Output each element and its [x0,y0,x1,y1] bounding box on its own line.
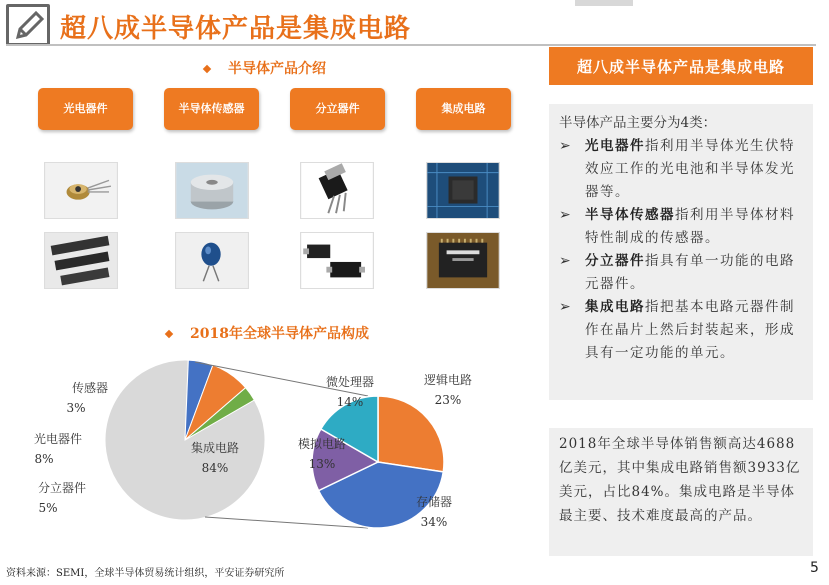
description-item: ➢ 集成电路指把基本电路元器件制作在晶片上然后封装起来，形成具有一定功能的单元。 [559,296,805,365]
laser-diode-photo [44,162,118,219]
arrow-bullet-icon: ➢ [559,299,573,315]
description-item: ➢ 分立器件指具有单一功能的电路元器件。 [559,250,805,296]
diamond-bullet-icon [165,330,173,338]
page-title: 超八成半导体产品是集成电路 [60,14,412,44]
sub-pie-slice-0 [378,396,444,472]
chart-heading: 2018年全球半导体产品构成 [166,323,369,343]
slice-value-3: 3% [66,401,86,415]
ic-package-photo [426,232,500,289]
pressure-sensor-photo [175,162,249,219]
product-composition-chart [0,340,545,560]
ic-chip-on-board-photo [426,162,500,219]
sub-slice-label-3: 微处理器 [325,375,375,389]
arrow-bullet-icon: ➢ [559,253,573,269]
diamond-bullet-icon [203,65,211,73]
led-sensor-photo [175,232,249,289]
sub-slice-label-1: 存储器 [415,495,453,509]
photo-sensor-strips-photo [44,232,118,289]
page-number: 5 [810,560,819,576]
sub-slice-value-2: 13% [308,457,336,471]
sub-slice-value-1: 34% [420,515,448,529]
slice-value-0: 84% [201,461,229,475]
sub-slice-value-3: 14% [336,395,364,409]
description-item: ➢ 光电器件指利用半导体光生伏特效应工作的光电池和半导体发光器等。 [559,135,805,204]
description-item: ➢ 半导体传感器指利用半导体材料特性制成的传感器。 [559,204,805,250]
arrow-bullet-icon: ➢ [559,138,573,154]
arrow-bullet-icon: ➢ [559,207,573,223]
slice-value-2: 8% [34,452,54,466]
category-ic: 集成电路 [416,88,511,130]
decorative-mark [575,0,633,6]
transistor-photo [300,162,374,219]
term: 分立器件 [585,253,645,269]
category-sensor: 半导体传感器 [164,88,259,130]
panel-intro: 半导体产品主要分为4类： [559,115,717,131]
slice-label-2: 光电器件 [33,432,83,446]
smd-diode-photo [300,232,374,289]
slice-value-1: 5% [38,501,58,515]
sub-slice-label-0: 逻辑电路 [423,373,473,387]
slice-label-1: 分立器件 [37,481,87,495]
intro-heading: 半导体产品介绍 [204,58,326,78]
title-divider [6,44,816,46]
term: 光电器件 [585,138,645,154]
sub-slice-label-2: 模拟电路 [297,437,347,451]
term: 集成电路 [585,299,645,315]
slice-label-3: 传感器 [71,381,109,395]
summary-banner: 超八成半导体产品是集成电路 [549,47,813,85]
logo-icon [6,4,50,46]
sub-slice-value-0: 23% [434,393,462,407]
source-note: 资料来源：SEMI，全球半导体贸易统计组织，平安证券研究所 [6,568,285,579]
sales-summary-panel: 2018年全球半导体销售额高达4688亿美元，其中集成电路销售额3933亿美元，占比84%。集成电路是半导体最主要、技术难度最高的产品。 [549,428,813,556]
slice-label-0: 集成电路 [190,441,240,455]
category-optoelectronic: 光电器件 [38,88,133,130]
category-description-panel [549,104,813,400]
term: 半导体传感器 [585,207,675,223]
category-discrete: 分立器件 [290,88,385,130]
